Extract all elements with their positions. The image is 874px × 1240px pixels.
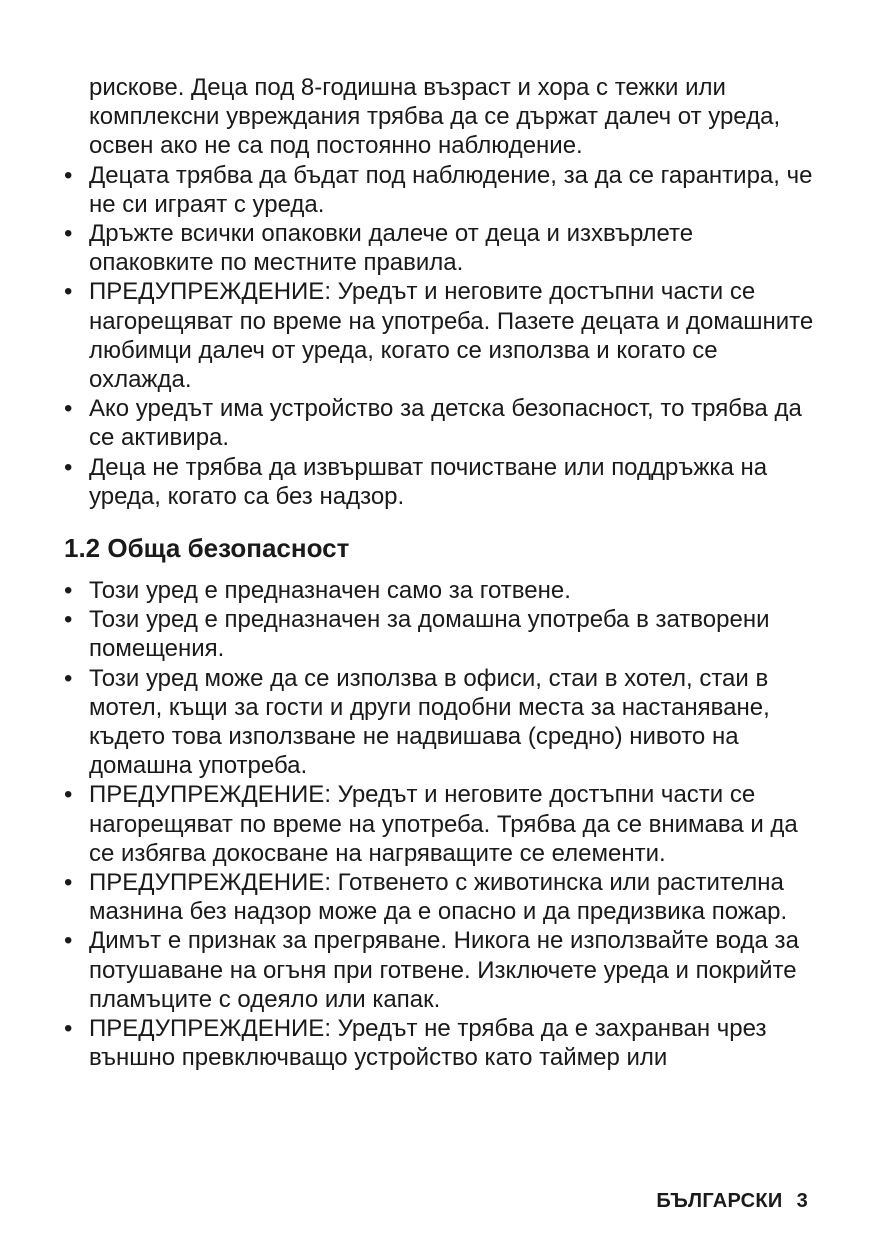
list-item-text: Ако уредът има устройство за детска безопасност, то трябва да се активира. (89, 395, 802, 452)
section-heading: 1.2 Обща безопасност (64, 533, 350, 564)
bullet-icon: • (64, 781, 73, 809)
list-item (64, 868, 814, 926)
bullet-icon: • (64, 606, 73, 634)
bullet-icon: • (64, 1015, 73, 1043)
bullet-icon: • (64, 869, 73, 897)
list-item (64, 161, 814, 219)
child-safety-list (64, 161, 814, 511)
list-item (64, 277, 814, 394)
list-item-text: Този уред е предназначен за домашна употреба в затворени помещения. (89, 606, 770, 663)
bullet-icon: • (64, 395, 73, 423)
list-item (64, 453, 814, 511)
bullet-icon: • (64, 664, 73, 692)
list-item (64, 576, 814, 605)
list-item (64, 1014, 814, 1072)
bullet-icon: • (64, 278, 73, 306)
document-page (64, 73, 814, 1073)
list-item-text: Дръжте всички опаковки далече от деца и изхвърлете опаковките по местните правила. (89, 220, 694, 277)
list-item-text: ПРЕДУПРЕЖДЕНИЕ: Уредът и неговите достъпни части се нагорещяват по време на употреба. Пазете децата и домашните любимци далеч от уреда, когато се използва и когато се охлажда. (89, 278, 814, 394)
list-item (64, 780, 814, 868)
continuation-paragraph: рискове. Деца под 8-годишна възраст и хора с тежки или комплексни увреждания трябва да се държат далеч от уреда, освен ако не са под постоянно наблюдение. (89, 74, 781, 160)
bullet-icon: • (64, 161, 73, 189)
list-item-text: ПРЕДУПРЕЖДЕНИЕ: Уредът и неговите достъпни части се нагорещяват по време на употреба. Трябва да се внимава и да се избягва докосване на нагряващите се елементи. (89, 781, 798, 867)
bullet-icon: • (64, 453, 73, 481)
list-item-text: Димът е признак за прегряване. Никога не използвайте вода за потушаване на огъня при готвене. Изключете уреда и покрийте пламъците с одеяло или капак. (89, 927, 799, 1013)
page-number: 3 (796, 1190, 808, 1212)
list-item-text: Деца не трябва да извършват почистване или поддръжка на уреда, когато са без надзор. (89, 453, 768, 510)
bullet-icon: • (64, 220, 73, 248)
list-item-text: Този уред е предназначен само за готвене. (89, 577, 571, 605)
list-item (64, 605, 814, 663)
list-item (64, 664, 814, 781)
bullet-icon: • (64, 577, 73, 605)
list-item-text: Този уред може да се използва в офиси, стаи в хотел, стаи в мотел, къщи за гости и други подобни места за настаняване, където това използване не надвишава (средно) нивото на домашна употреба. (89, 664, 770, 780)
list-item (64, 219, 814, 277)
page-footer (656, 1190, 808, 1213)
list-item-text: ПРЕДУПРЕЖДЕНИЕ: Готвенето с животинска или растителна мазнина без надзор може да е опасно и да предизвика пожар. (89, 869, 788, 926)
list-item (64, 394, 814, 452)
general-safety-list (64, 576, 814, 1072)
list-item-text: ПРЕДУПРЕЖДЕНИЕ: Уредът не трябва да е захранван чрез външно превключващо устройство като таймер или (89, 1015, 767, 1072)
bullet-icon: • (64, 927, 73, 955)
list-item (64, 926, 814, 1014)
list-item-text: Децата трябва да бъдат под наблюдение, за да се гарантира, че не си играят с уреда. (89, 161, 813, 218)
footer-language: БЪЛГАРСКИ (656, 1190, 783, 1212)
